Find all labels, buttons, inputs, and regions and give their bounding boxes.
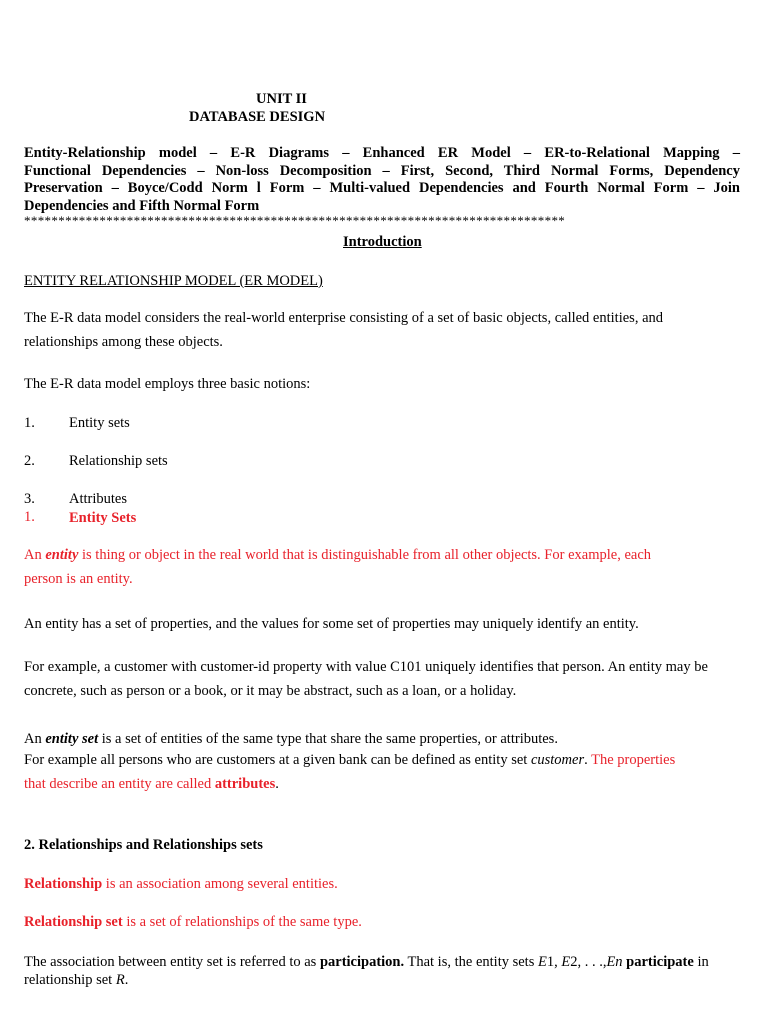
attributes-prefix: that describe an entity are called — [24, 776, 215, 792]
customer-example-paragraph — [24, 655, 740, 703]
entity-definition — [24, 543, 740, 591]
customer-term: customer — [530, 752, 585, 768]
notion-number: 2. — [24, 453, 35, 469]
participation-line-1 — [24, 953, 740, 971]
entity-definition-text: is thing or object in the real world that is distinguishable from all other objects. For example, each — [78, 547, 651, 563]
participation-term: participation. — [319, 954, 405, 970]
entity-set-definition-line-3 — [24, 772, 740, 796]
properties-text: The properties — [591, 752, 676, 768]
period: . — [275, 776, 279, 792]
er-intro-line-2: relationships among these objects. — [24, 334, 223, 350]
bank-example-text: For example all persons who are customers at a given bank can be defined as entity set — [24, 752, 531, 768]
participation-text: in — [693, 954, 709, 970]
participation-line-2 — [24, 971, 740, 989]
entity-term: entity — [45, 547, 79, 563]
syllabus-line-4: Dependencies and Fifth Normal Form — [24, 197, 260, 214]
entity-set-definition-line-2 — [24, 748, 740, 772]
entity-sets-number: 1. — [24, 509, 35, 525]
entity-definition-prefix: An — [24, 547, 46, 563]
er-intro-line-1: The E-R data model considers the real-world enterprise consisting of a set of basic objects, called entities, and — [24, 310, 663, 326]
notion-entity-sets: Entity sets — [69, 415, 130, 431]
entity-properties-paragraph: An entity has a set of properties, and the values for some set of properties may uniquely identify an entity. — [24, 616, 639, 632]
relationship-set-term: Relationship set — [24, 914, 123, 930]
participation-text: That is, the entity sets — [404, 954, 538, 970]
page-title: DATABASE DESIGN — [189, 109, 326, 125]
relationships-heading: 2. Relationships and Relationships sets — [24, 837, 263, 853]
entity-var: E — [561, 954, 571, 970]
entity-set-term: entity set — [45, 731, 99, 747]
relationship-set-definition — [24, 914, 740, 931]
participation-text: 1, — [546, 954, 562, 970]
entity-var: E — [537, 954, 547, 970]
notion-attributes: Attributes — [69, 491, 127, 507]
syllabus-line-1: Entity-Relationship model – E-R Diagrams – Enhanced ER Model – ER-to-Relational Mapping – — [24, 145, 740, 161]
relationship-set-definition-text: is a set of relationships of the same type. — [122, 914, 362, 930]
er-model-heading: ENTITY RELATIONSHIP MODEL (ER MODEL) — [24, 273, 323, 289]
unit-label: UNIT II — [256, 91, 307, 107]
relationship-term: Relationship — [24, 876, 103, 892]
introduction-heading: Introduction — [343, 234, 422, 250]
period: . — [584, 752, 592, 768]
customer-example-line-2: concrete, such as person or a book, or it may be abstract, such as a loan, or a holiday. — [24, 683, 517, 699]
syllabus — [24, 145, 740, 215]
syllabus-line-2: Functional Dependencies – Non-loss Decomposition – First, Second, Third Normal Forms, Dependency — [24, 162, 740, 179]
relationship-var: R — [115, 972, 125, 988]
entity-var: En — [606, 954, 623, 970]
separator: ******************************************************************************* — [24, 213, 566, 228]
er-intro-paragraph — [24, 306, 740, 354]
notion-number: 1. — [24, 415, 35, 431]
participation-text: relationship set — [24, 972, 116, 988]
entity-definition-line-2: person is an entity. — [24, 571, 133, 587]
notion-number: 3. — [24, 491, 35, 507]
notion-relationship-sets: Relationship sets — [69, 453, 168, 469]
participation-paragraph — [24, 953, 740, 989]
participate-term: participate — [626, 954, 694, 970]
entity-set-definition-line-1 — [24, 731, 740, 748]
entity-set-definition-text: is a set of entities of the same type that share the same properties, or attributes. — [98, 731, 558, 747]
participation-text: 2, . . ., — [570, 954, 607, 970]
relationship-definition — [24, 876, 740, 893]
period: . — [124, 972, 129, 988]
entity-set-prefix: An — [24, 731, 46, 747]
entity-set-definition — [24, 731, 740, 796]
customer-example-line-1: For example, a customer with customer-id property with value C101 uniquely identifies that person. An entity may be — [24, 659, 708, 675]
syllabus-line-3: Preservation – Boyce/Codd Norm l Form – Multi-valued Dependencies and Fourth Normal Form – Join — [24, 180, 740, 196]
entity-sets-heading: Entity Sets — [69, 510, 137, 526]
attributes-term: attributes — [214, 776, 276, 792]
notions-intro: The E-R data model employs three basic notions: — [24, 376, 311, 392]
entity-definition-line-1 — [24, 543, 740, 567]
relationship-definition-text: is an association among several entities. — [102, 876, 338, 892]
participation-text: The association between entity set is referred to as — [24, 954, 320, 970]
